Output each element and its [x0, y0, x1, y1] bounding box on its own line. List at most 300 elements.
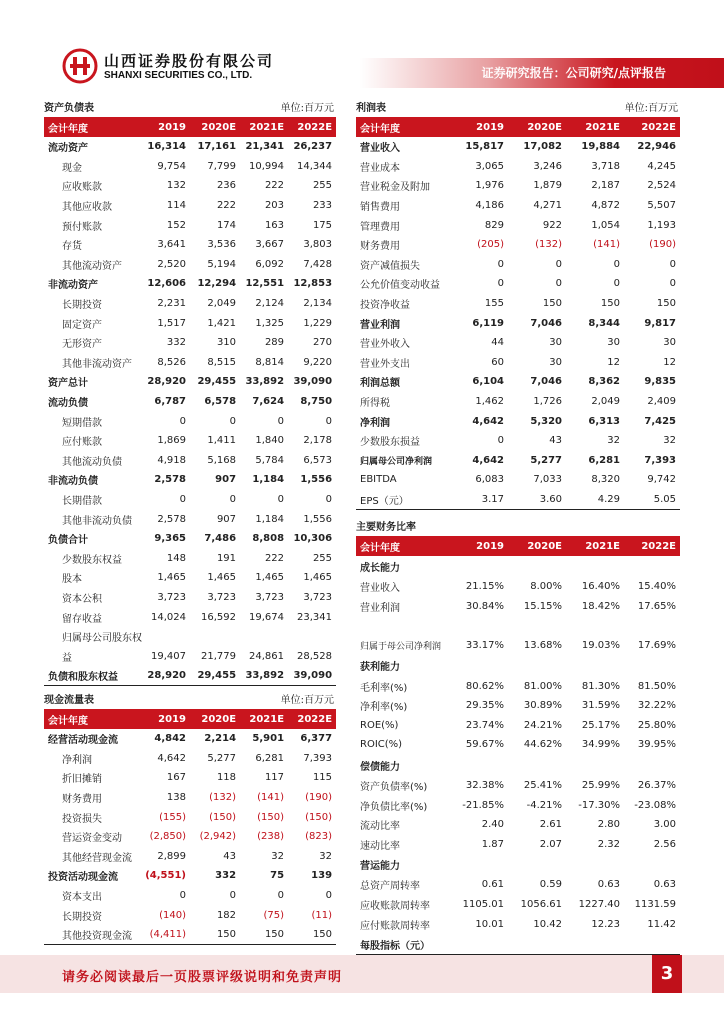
- row-value: 4,186: [475, 200, 504, 212]
- row-value: (238): [257, 831, 285, 843]
- table-row: [356, 255, 680, 275]
- row-value: 233: [312, 200, 333, 212]
- row-value: (11): [311, 909, 333, 921]
- row-value: 6,281: [255, 752, 285, 764]
- row-value: 34.99%: [581, 739, 620, 751]
- row-value: 15.40%: [637, 581, 676, 593]
- row-label: 其他经营现金流: [62, 852, 132, 864]
- row-label: 固定资产: [62, 319, 102, 331]
- row-value: 1,462: [475, 396, 504, 408]
- row-value: 15.15%: [523, 600, 562, 612]
- row-value: 5,277: [530, 454, 562, 466]
- row-value: (4,411): [142, 925, 190, 945]
- table-row: [44, 627, 336, 647]
- row-value: 14,024: [151, 611, 186, 623]
- row-value: 3,723: [255, 591, 285, 603]
- row-value: 0: [277, 890, 285, 902]
- table-row: [44, 137, 336, 157]
- table-header-row: [44, 709, 336, 729]
- row-value: [142, 627, 190, 647]
- row-value: 1131.59: [634, 899, 676, 911]
- row-value: (150): [305, 811, 333, 823]
- year-header: 2020E: [508, 536, 566, 556]
- table-row: [44, 509, 336, 529]
- table-row: [44, 392, 336, 412]
- row-label: 流动比率: [360, 821, 400, 833]
- row-label: 流动负债: [48, 398, 88, 410]
- row-value: 5,784: [255, 454, 285, 466]
- table-row: [356, 676, 680, 696]
- row-value: 2,899: [157, 850, 186, 862]
- table-row: [356, 914, 680, 934]
- row-value: 0: [669, 258, 676, 270]
- row-value: 3,641: [157, 239, 186, 251]
- row-value: 0: [325, 415, 333, 427]
- row-value: 255: [312, 180, 333, 192]
- row-value: 28,920: [142, 666, 190, 686]
- company-name-cn: 山西证券股份有限公司: [104, 52, 275, 70]
- row-value: (190): [305, 792, 333, 804]
- row-value: 13.68%: [523, 640, 562, 652]
- row-value: 3.00: [653, 819, 676, 831]
- table-row: [356, 854, 680, 875]
- row-value: 6,573: [303, 454, 333, 466]
- table-row: [356, 196, 680, 216]
- row-value: -23.08%: [634, 799, 676, 811]
- row-value: 7,046: [530, 376, 562, 388]
- row-value: 21,779: [201, 650, 237, 662]
- row-value: 7,393: [644, 454, 676, 466]
- row-label: 营业收入: [360, 583, 400, 595]
- table-row: [356, 490, 680, 510]
- row-value: 8,320: [591, 474, 620, 486]
- year-header: 2019: [142, 117, 190, 137]
- row-value: [624, 854, 680, 875]
- table-row: [356, 451, 680, 471]
- row-value: 0: [325, 493, 333, 505]
- row-value: 7,046: [530, 317, 562, 329]
- table-row: [44, 215, 336, 235]
- row-value: 1,465: [207, 572, 237, 584]
- row-value: 1,556: [300, 474, 333, 486]
- row-value: 222: [216, 200, 237, 212]
- table-row: [356, 716, 680, 736]
- row-value: 3,718: [591, 160, 620, 172]
- table-title: 利润表: [356, 103, 386, 114]
- row-value: 16,314: [147, 141, 186, 153]
- row-value: 10,994: [249, 160, 285, 172]
- row-value: 24,861: [249, 650, 285, 662]
- row-value: 1,229: [303, 317, 333, 329]
- row-label: 净负债比率(%): [360, 801, 428, 813]
- row-value: [624, 616, 680, 636]
- row-value: -17.30%: [578, 799, 620, 811]
- row-label: 经营活动现金流: [48, 735, 118, 747]
- row-value: 6,578: [204, 396, 237, 408]
- row-label: 营运资金变动: [62, 833, 122, 845]
- row-label: 营业利润: [360, 602, 400, 614]
- row-value: 33,892: [240, 666, 288, 686]
- row-value: [508, 655, 566, 676]
- row-value: [566, 655, 624, 676]
- table-row: [44, 866, 336, 886]
- row-label: ROIC(%): [360, 739, 403, 751]
- row-label: 长期投资: [62, 911, 102, 923]
- row-value: (132): [209, 792, 237, 804]
- row-value: 4,642: [157, 752, 186, 764]
- row-value: 174: [216, 219, 237, 231]
- row-value: 2.80: [597, 819, 620, 831]
- row-label: 资产减值损失: [360, 260, 420, 272]
- table-row: [356, 137, 680, 157]
- row-value: 150: [542, 298, 562, 310]
- row-value: 4,918: [157, 454, 186, 466]
- table-row: [356, 215, 680, 235]
- row-value: 1.87: [481, 838, 504, 850]
- row-value: 7,486: [204, 533, 237, 545]
- row-label: 投资活动现金流: [48, 872, 118, 884]
- row-label: 其他应收款: [62, 202, 112, 214]
- row-label: 负债合计: [48, 535, 88, 547]
- row-value: 0: [497, 278, 504, 290]
- row-value: [456, 934, 508, 955]
- table-row: [44, 196, 336, 216]
- row-value: [456, 854, 508, 875]
- row-value: 1,976: [475, 180, 504, 192]
- year-header: 2021E: [240, 117, 288, 137]
- row-value: 2,178: [303, 435, 333, 447]
- row-value: 43: [549, 435, 562, 447]
- row-value: 17,082: [523, 141, 562, 153]
- table-row: [44, 905, 336, 925]
- row-value: 26,237: [293, 141, 333, 153]
- row-value: 150: [190, 925, 240, 945]
- row-value: 9,835: [644, 376, 676, 388]
- row-label: 长期借款: [62, 495, 102, 507]
- row-value: 2,578: [157, 513, 186, 525]
- row-label: 其他流动负债: [62, 456, 122, 468]
- row-label: 公允价值变动收益: [360, 280, 440, 292]
- row-value: 23,341: [297, 611, 333, 623]
- row-label: 非流动资产: [48, 280, 98, 292]
- row-label: 营业成本: [360, 162, 400, 174]
- row-value: 1,517: [157, 317, 186, 329]
- row-value: [624, 755, 680, 776]
- row-value: 0: [497, 258, 504, 270]
- row-value: 2,231: [157, 298, 186, 310]
- row-value: 30: [549, 356, 562, 368]
- row-value: 19,884: [581, 141, 620, 153]
- row-value: 10.42: [533, 918, 562, 930]
- row-value: 118: [216, 772, 237, 784]
- row-label: 营业收入: [360, 143, 400, 155]
- row-value: 17.65%: [637, 600, 676, 612]
- row-value: 5,277: [207, 752, 237, 764]
- year-header: 2021E: [566, 117, 624, 137]
- row-value: 150: [600, 298, 620, 310]
- row-value: 332: [215, 870, 237, 882]
- row-label: 每股指标（元）: [356, 934, 456, 955]
- row-value: -21.85%: [462, 799, 504, 811]
- row-value: 19.03%: [581, 640, 620, 652]
- row-value: 203: [264, 200, 285, 212]
- company-logo-icon: [62, 48, 98, 84]
- row-label: 折旧摊销: [62, 774, 102, 786]
- row-value: [456, 556, 508, 577]
- row-value: 10,306: [293, 533, 333, 545]
- row-label: 营业外支出: [360, 358, 410, 370]
- row-label: 存货: [62, 241, 82, 253]
- row-value: 30.84%: [465, 600, 504, 612]
- row-value: 43: [223, 850, 237, 862]
- row-label: 投资净收益: [360, 300, 410, 312]
- table-row: [356, 616, 680, 636]
- row-value: 139: [311, 870, 333, 882]
- year-header: 2019: [142, 709, 190, 729]
- row-label: 少数股东损益: [360, 437, 420, 449]
- row-value: 5,168: [207, 454, 237, 466]
- row-value: 44.62%: [523, 739, 562, 751]
- report-type: 证券研究报告：公司研究/点评报告: [481, 66, 666, 80]
- row-value: 29.35%: [465, 700, 504, 712]
- row-value: 16,592: [201, 611, 237, 623]
- table-row: [356, 157, 680, 177]
- row-value: 289: [264, 337, 285, 349]
- row-label: ROE(%): [360, 719, 399, 731]
- row-value: 28,528: [297, 650, 333, 662]
- row-label: 其他非流动负债: [62, 515, 132, 527]
- row-value: 12,294: [197, 278, 237, 290]
- row-value: 32: [607, 435, 620, 447]
- table-row: [44, 451, 336, 471]
- row-value: 1,465: [303, 572, 333, 584]
- row-label: 净利率(%): [360, 702, 408, 714]
- year-header: 2019: [456, 536, 508, 556]
- row-value: 6,083: [475, 474, 504, 486]
- row-label: 所得税: [360, 398, 390, 410]
- row-value: 163: [264, 219, 285, 231]
- row-label: 股本: [62, 574, 82, 586]
- row-value: 7,624: [252, 396, 285, 408]
- row-value: 9,817: [644, 317, 676, 329]
- row-value: 3,536: [207, 239, 237, 251]
- row-value: [624, 556, 680, 577]
- financial-ratios-table: [356, 515, 680, 955]
- row-value: 3.60: [508, 490, 566, 510]
- table-row: [356, 597, 680, 617]
- table-row: [356, 556, 680, 577]
- row-label: 少数股东权益: [62, 554, 122, 566]
- table-unit: 单位:百万元: [280, 103, 335, 114]
- row-value: 7,033: [533, 474, 562, 486]
- row-label: 营运能力: [360, 861, 400, 873]
- row-value: 8,526: [157, 356, 186, 368]
- row-value: 1227.40: [578, 899, 620, 911]
- row-label: 成长能力: [360, 563, 400, 574]
- row-value: 0: [229, 415, 237, 427]
- row-value: 1,184: [252, 474, 285, 486]
- table-row: [356, 655, 680, 676]
- row-value: (150): [257, 811, 285, 823]
- table-row: [356, 392, 680, 412]
- table-row: [44, 646, 336, 666]
- row-label: 应收账款周转率: [360, 901, 430, 913]
- row-value: 2.32: [597, 838, 620, 850]
- row-label: 利润总额: [360, 378, 400, 390]
- table-row: [356, 353, 680, 373]
- row-value: 3,246: [533, 160, 562, 172]
- row-value: 0: [229, 890, 237, 902]
- row-value: (140): [159, 909, 186, 921]
- row-value: 1,726: [533, 396, 562, 408]
- row-value: 1,869: [157, 435, 186, 447]
- row-value: 1,054: [591, 219, 620, 231]
- table-row: [44, 294, 336, 314]
- row-value: (141): [257, 792, 285, 804]
- row-value: 16.40%: [581, 581, 620, 593]
- row-label: 其他流动资产: [62, 260, 122, 272]
- row-label: 获利能力: [360, 662, 400, 674]
- row-value: 33,892: [245, 376, 285, 388]
- row-value: 3,065: [475, 160, 504, 172]
- row-value: 22,946: [637, 141, 676, 153]
- row-value: 0: [277, 493, 285, 505]
- row-value: 30: [607, 337, 620, 349]
- table-row: [44, 607, 336, 627]
- row-value: 0: [229, 493, 237, 505]
- row-value: 132: [166, 180, 186, 192]
- row-value: (4,551): [145, 870, 186, 882]
- row-value: 907: [216, 513, 237, 525]
- row-value: 10.01: [475, 918, 504, 930]
- row-value: 0: [179, 415, 186, 427]
- row-label: 归属于母公司净利润: [360, 642, 442, 653]
- table-row: [356, 795, 680, 815]
- row-value: 0: [497, 435, 504, 447]
- row-value: 59.67%: [465, 739, 504, 751]
- row-value: 150: [656, 298, 676, 310]
- table-row: [44, 807, 336, 827]
- row-label: 其他投资现金流: [44, 925, 142, 945]
- table-row: [44, 157, 336, 177]
- table-header-row: [44, 117, 336, 137]
- row-value: 5,194: [207, 258, 237, 270]
- table-row: [356, 274, 680, 294]
- table-row: [356, 835, 680, 855]
- row-label: 应收账款: [62, 182, 102, 194]
- row-label: 毛利率(%): [360, 682, 408, 694]
- table-row: [44, 548, 336, 568]
- row-label: 益: [62, 652, 72, 664]
- row-value: 29,455: [197, 376, 237, 388]
- table-title: 现金流量表: [44, 695, 94, 706]
- row-value: 0: [669, 278, 676, 290]
- table-title: 资产负债表: [44, 103, 94, 114]
- table-row: [44, 431, 336, 451]
- table-header-row: [356, 117, 680, 137]
- table-row: [44, 176, 336, 196]
- year-header: 2022E: [624, 536, 680, 556]
- page-number: 3: [652, 955, 682, 993]
- row-value: 80.62%: [465, 680, 504, 692]
- row-label: 流动资产: [48, 143, 88, 155]
- row-value: 7,799: [207, 160, 237, 172]
- table-row: [356, 755, 680, 776]
- year-header: 2021E: [240, 709, 288, 729]
- table-row: [356, 176, 680, 196]
- row-value: 0: [613, 258, 620, 270]
- row-value: 12: [663, 356, 676, 368]
- row-value: [566, 755, 624, 776]
- row-value: 2,134: [303, 298, 333, 310]
- row-label: 应付账款周转率: [360, 920, 430, 932]
- row-value: 6,377: [300, 733, 333, 745]
- row-value: 0.59: [539, 879, 562, 891]
- row-value: 5,320: [530, 415, 562, 427]
- row-value: 2,524: [647, 180, 676, 192]
- row-value: (132): [535, 239, 562, 251]
- table-row: [44, 313, 336, 333]
- row-value: (150): [209, 811, 237, 823]
- row-label: 预付账款: [62, 221, 102, 233]
- row-value: 8,344: [588, 317, 620, 329]
- year-header: 2022E: [624, 117, 680, 137]
- row-value: (75): [263, 909, 285, 921]
- row-value: 9,742: [647, 474, 676, 486]
- row-value: [566, 854, 624, 875]
- row-value: 12,551: [245, 278, 285, 290]
- table-row: [44, 490, 336, 510]
- row-value: 81.00%: [523, 680, 562, 692]
- row-value: 8,750: [300, 396, 333, 408]
- table-row: [356, 776, 680, 796]
- row-value: [456, 616, 508, 636]
- row-value: 24.21%: [523, 719, 562, 731]
- row-value: 2,049: [207, 298, 237, 310]
- table-row: [44, 925, 336, 945]
- table-title-row: [44, 96, 336, 117]
- year-header: 2020E: [508, 117, 566, 137]
- table-row: [356, 696, 680, 716]
- row-value: 29,455: [190, 666, 240, 686]
- row-value: 12: [607, 356, 620, 368]
- row-label: 现金: [62, 162, 82, 174]
- row-value: (823): [305, 831, 333, 843]
- table-row: [44, 235, 336, 255]
- table-row: [356, 815, 680, 835]
- row-value: 9,754: [157, 160, 186, 172]
- row-value: 17,161: [197, 141, 237, 153]
- row-value: 8.00%: [530, 581, 562, 593]
- table-row: [44, 886, 336, 906]
- row-value: 2.07: [539, 838, 562, 850]
- row-value: 115: [312, 772, 333, 784]
- table-row: [44, 470, 336, 490]
- row-value: 1,421: [207, 317, 237, 329]
- row-value: 922: [542, 219, 562, 231]
- row-value: 31.59%: [581, 700, 620, 712]
- header-label: 会计年度: [356, 117, 456, 137]
- row-value: (2,850): [149, 831, 186, 843]
- row-value: 9,365: [154, 533, 186, 545]
- row-value: [566, 556, 624, 577]
- row-value: 19,407: [151, 650, 186, 662]
- row-value: 0: [325, 890, 333, 902]
- row-value: 0.63: [653, 879, 676, 891]
- row-value: 30: [663, 337, 676, 349]
- row-label: 留存收益: [62, 613, 102, 625]
- row-value: 28,920: [147, 376, 186, 388]
